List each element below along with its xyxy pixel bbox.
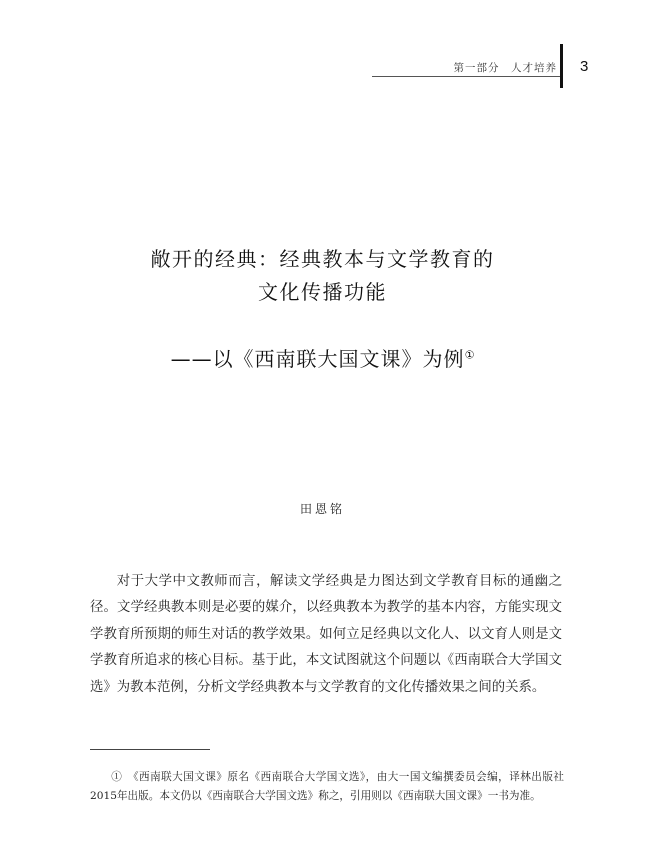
- title-line-2: 文化传播功能: [258, 280, 387, 304]
- author-name: 田恩铭: [299, 502, 345, 516]
- abstract-paragraph: 对于大学中文教师而言，解读文学经典是力图达到文学教育目标的通幽之径。文学经典教本则是必要的媒介，以经典教本为教学的基本内容，方能实现文学教育所预期的师生对话的教学效果。如何立足经典以文化人、以文育人则是文学教育所追求的核心目标。基于此，本文试图就这个问题以《西南联合大学国文选》为教本范例，分析文学经典教本与文学教育的文化传播效果之间的关系。: [90, 574, 562, 695]
- page-number: 3: [580, 58, 589, 75]
- subtitle: [0, 343, 645, 372]
- footnote-marker[interactable]: ①: [464, 348, 475, 362]
- running-header-section: 第一部分 人才培养: [453, 62, 557, 74]
- header-rule: [372, 76, 560, 77]
- footnote-text: ① 《西南联大国文课》原名《西南联合大学国文选》，由大一国文编撰委员会编，译林出版社2015年出版。本文仍以《西南联合大学国文选》称之，引用则以《西南联大国文课》一书为准。: [90, 771, 564, 802]
- header-vertical-bar: [560, 44, 563, 88]
- footnote-separator: [90, 749, 210, 750]
- title-line-1: 敞开的经典：经典教本与文学教育的: [150, 247, 495, 271]
- subtitle-text: ——以《西南联大国文课》为例: [170, 347, 465, 371]
